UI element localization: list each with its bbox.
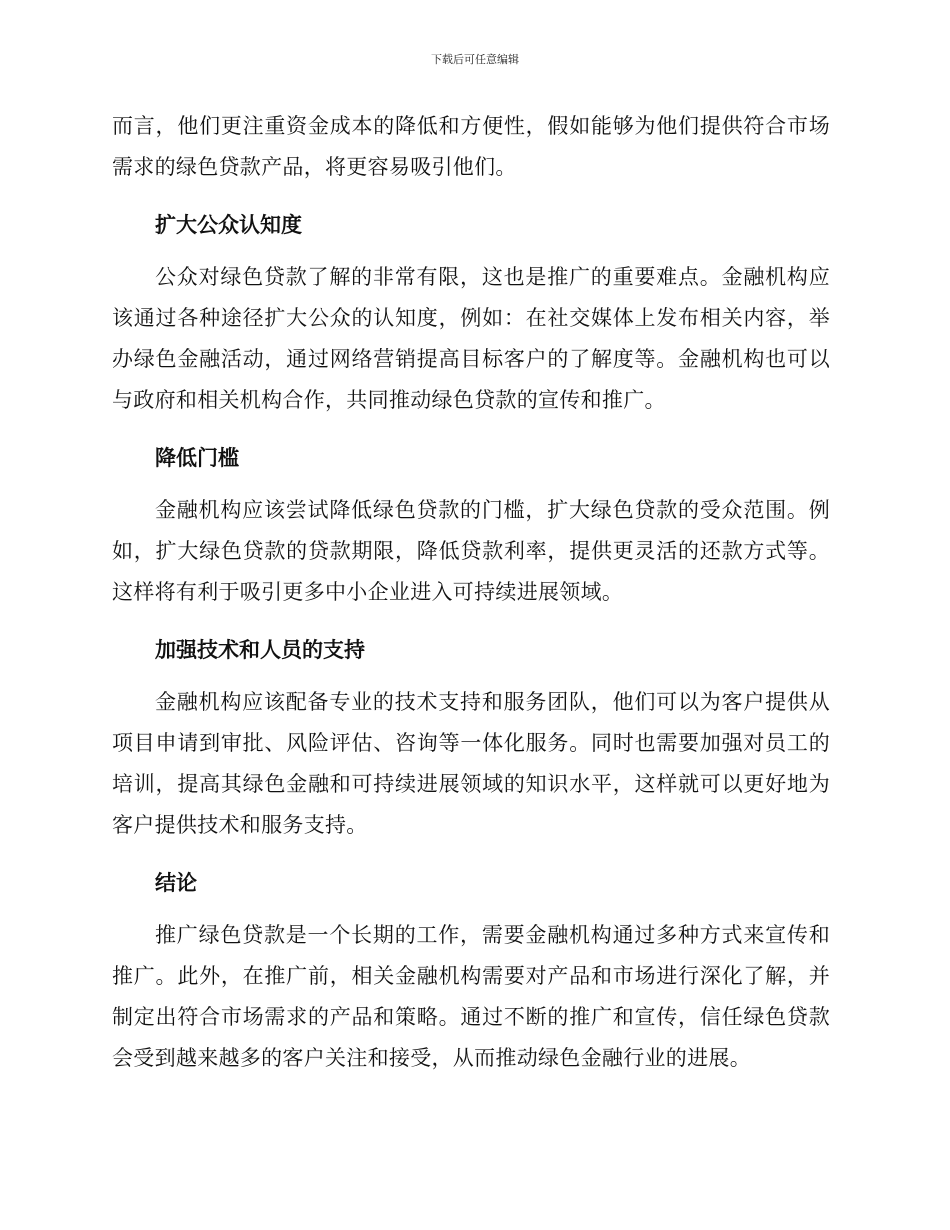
conclusion-paragraph: 推广绿色贷款是一个长期的工作，需要金融机构通过多种方式来宣传和推广。此外，在推广前，相关金融机构需要对产品和市场进行深化了解，并制定出符合市场需求的产品和策略。通过不断的推广和宣传，信任绿色贷款会受到越来越多的客户关注和接受，从而推动绿色金融行业的进展。 — [112, 923, 830, 1070]
document-body — [112, 106, 830, 1079]
awareness-heading: 扩大公众认知度 — [155, 212, 302, 237]
support-paragraph: 金融机构应该配备专业的技术支持和服务团队，他们可以为客户提供从项目申请到审批、风险评估、咨询等一体化服务。同时也需要加强对员工的培训，提高其绿色金融和可持续进展领域的知识水平，这样就可以更好地为客户提供技术和服务支持。 — [112, 690, 830, 837]
support-heading: 加强技术和人员的支持 — [155, 637, 365, 662]
page-header: 下载后可任意编辑 — [431, 53, 519, 66]
intro-paragraph: 而言，他们更注重资金成本的降低和方便性，假如能够为他们提供符合市场需求的绿色贷款产品，将更容易吸引他们。 — [112, 114, 830, 179]
awareness-paragraph: 公众对绿色贷款了解的非常有限，这也是推广的重要难点。金融机构应该通过各种途径扩大公众的认知度，例如：在社交媒体上发布相关内容，举办绿色金融活动，通过网络营销提高目标客户的了解度等。金融机构也可以与政府和相关机构合作，共同推动绿色贷款的宣传和推广。 — [112, 265, 830, 412]
threshold-paragraph: 金融机构应该尝试降低绿色贷款的门槛，扩大绿色贷款的受众范围。例如，扩大绿色贷款的贷款期限，降低贷款利率，提供更灵活的还款方式等。这样将有利于吸引更多中小企业进入可持续进展领域。 — [112, 498, 830, 604]
threshold-heading: 降低门槛 — [155, 445, 239, 470]
conclusion-heading: 结论 — [155, 870, 197, 895]
